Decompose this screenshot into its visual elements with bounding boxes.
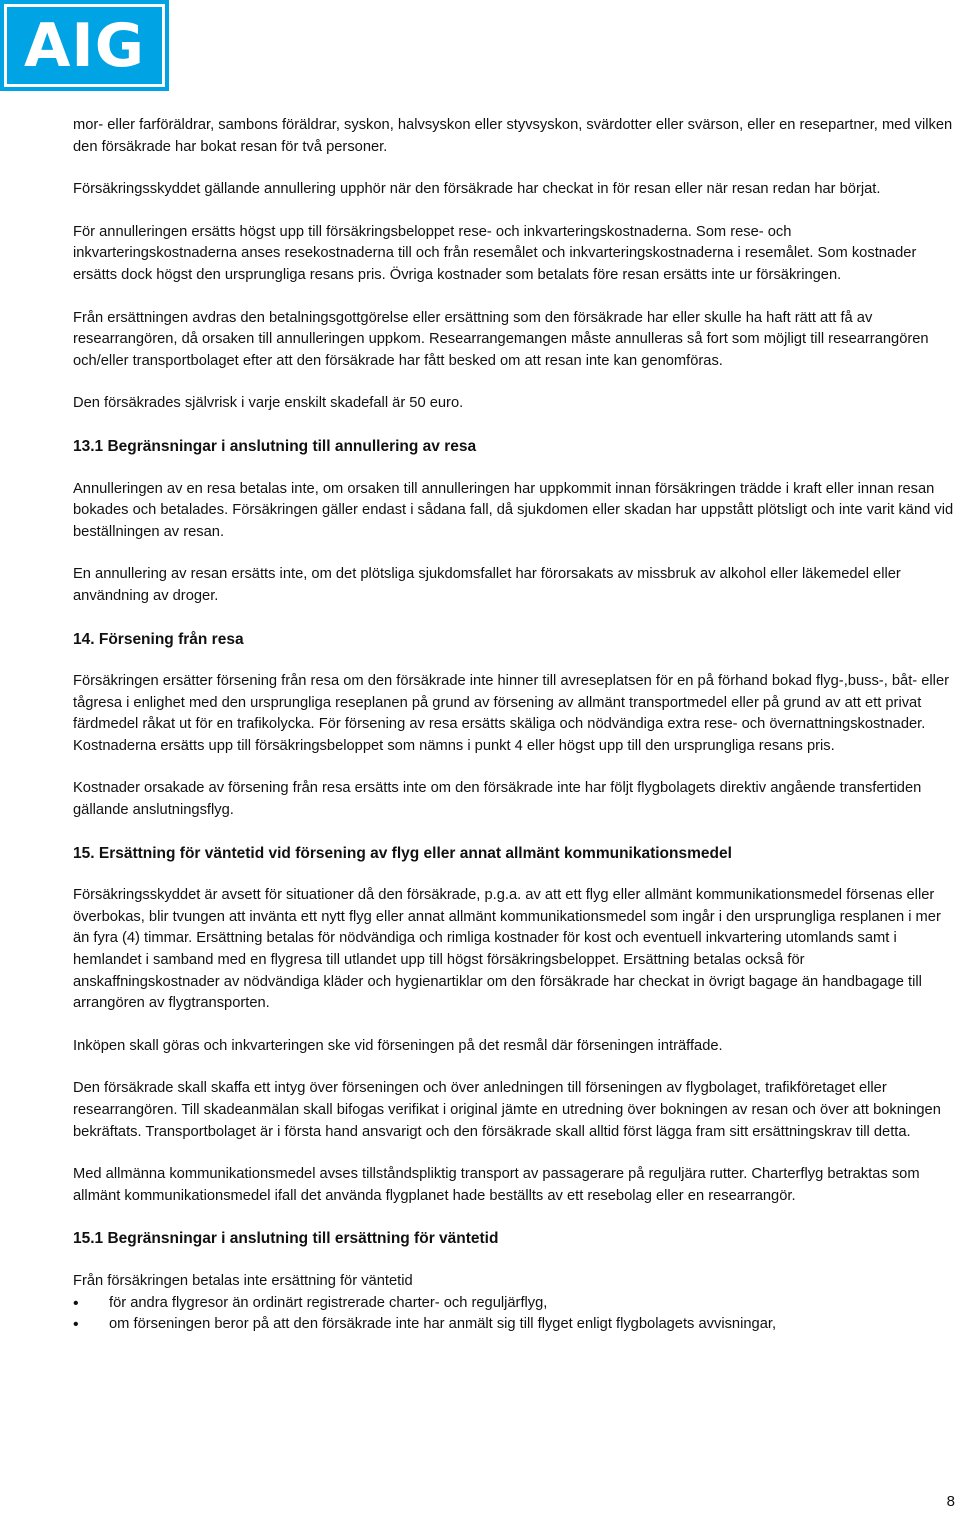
page-number: 8 (946, 1493, 955, 1510)
list-item: • om förseningen beror på att den försäkrade inte har anmält sig till flyget enligt flygbolagets avvisningar, (73, 1314, 955, 1336)
paragraph: Med allmänna kommunikationsmedel avses tillståndspliktig transport av passagerare på reguljära rutter. Charterflyg betraktas som allmänt kommunikationsmedel ifall det använda flygplanet hade beställts av ett resebolag eller en researrangör. (73, 1166, 920, 1204)
section-heading-13-1: 13.1 Begränsningar i anslutning till annullering av resa (73, 437, 477, 455)
paragraph: För annulleringen ersätts högst upp till försäkringsbeloppet rese- och inkvarteringskostnaderna. Som rese- och inkvarteringskostnaderna anses resekostnaderna till och från resemålet och inkvarteringskostnaderna i resemålet. Som kostnader ersätts dock högst den ursprungliga resans pris. Övriga kostnader som betalats före resan ersätts inte ur försäkringen. (73, 223, 917, 283)
section-heading-15-1: 15.1 Begränsningar i anslutning till ersättning för väntetid (73, 1230, 499, 1248)
paragraph: Från ersättningen avdras den betalningsgottgörelse eller ersättning som den försäkrade har eller skulle ha haft rätt att få av researrangören, då orsaken till annulleringen uppkom. Researrangemangen måste annulleras så fort som möjligt till researrangören och/eller transportbolaget efter att den försäkrade har fått besked om att resan inte kan genomföras. (73, 309, 929, 369)
paragraph: Försäkringsskyddet är avsett för situationer då den försäkrade, p.g.a. av att ett flyg eller allmänt kommunikationsmedel försenas eller överbokas, blir tvungen att invänta ett nytt flyg eller annat allmänt kommunikationsmedel som ingår i den ursprungliga resplanen i mer än fyra (4) timmar. Ersättning betalas för nödvändiga och rimliga kostnader för kost och eventuell inkvartering utomlands samt i hemlandet i samband med en flygresa till utlandet upp till högst försäkringsbeloppet. Ersättning betalas också för anskaffningskostnader av nödvändiga kläder och hygienartiklar om den försäkrade har checkat in övrigt bagage än handbagage till arrangören av flygtransporten. (73, 887, 941, 1012)
paragraph: Försäkringsskyddet gällande annullering upphör när den försäkrade har checkat in för resan eller när resan redan har börjat. (73, 181, 881, 198)
paragraph: Den försäkrades självrisk i varje enskilt skadefall är 50 euro. (73, 395, 464, 412)
section-heading-15: 15. Ersättning för väntetid vid försening av flyg eller annat allmänt kommunikationsmedel (73, 844, 732, 862)
aig-logo-frame (4, 4, 165, 87)
document-body (73, 115, 955, 1336)
paragraph: En annullering av resan ersätts inte, om det plötsliga sjukdomsfallet har förorsakats av missbruk av alkohol eller läkemedel eller användning av droger. (73, 566, 901, 604)
paragraph: mor- eller farföräldrar, sambons föräldrar, syskon, halvsyskon eller styvsyskon, svärdotter eller svärson, eller en resepartner, med vilken den försäkrade har bokat resan för två personer. (73, 117, 953, 155)
bullet-list (73, 1293, 955, 1336)
paragraph: Från försäkringen betalas inte ersättning för väntetid (73, 1272, 413, 1289)
list-item: • för andra flygresor än ordinärt registrerade charter- och reguljärflyg, (73, 1293, 955, 1315)
paragraph: Den försäkrade skall skaffa ett intyg över förseningen och över anledningen till förseningen av flygbolaget, trafikföretaget eller researrangören. Till skadeanmälan skall bifogas verifikat i original jämte en utredning över bokningen av resan och över att bokningen bekräftats. Transportbolaget är i första hand ansvarigt och den försäkrade skall alltid först lägga fram sitt ersättningskrav till detta. (73, 1080, 941, 1140)
aig-logo (0, 0, 169, 91)
paragraph: Försäkringen ersätter försening från resa om den försäkrade inte hinner till avreseplatsen för en på förhand bokad flyg-,buss-, båt- eller tågresa i enlighet med den ursprungliga reseplanen på grund av försening av allmänt transportmedel eller på grund av att ett privat färdmedel råkat ut för en trafikolycka. För försening av resa ersätts skäliga och nödvändiga extra rese- och övernattningskostnader. Kostnaderna ersätts upp till försäkringsbeloppet som nämns i punkt 4 eller högst upp till den ursprungliga resans pris. (73, 673, 950, 754)
aig-logo-text: AIG (23, 10, 145, 81)
section-heading-14: 14. Försening från resa (73, 630, 244, 648)
paragraph: Annulleringen av en resa betalas inte, om orsaken till annulleringen har uppkommit innan försäkringen trädde i kraft eller innan resan bokades och betalades. Försäkringen gäller endast i sådana fall, då sjukdomen eller skadan har uppstått plötsligt och inte varit känd vid beställningen av resan. (73, 480, 954, 540)
paragraph: Kostnader orsakade av försening från resa ersätts inte om den försäkrade inte har följt flygbolagets direktiv angående transfertiden gällande anslutningsflyg. (73, 780, 922, 819)
paragraph: Inköpen skall göras och inkvarteringen ske vid förseningen på det resmål där förseningen inträffade. (73, 1037, 723, 1054)
